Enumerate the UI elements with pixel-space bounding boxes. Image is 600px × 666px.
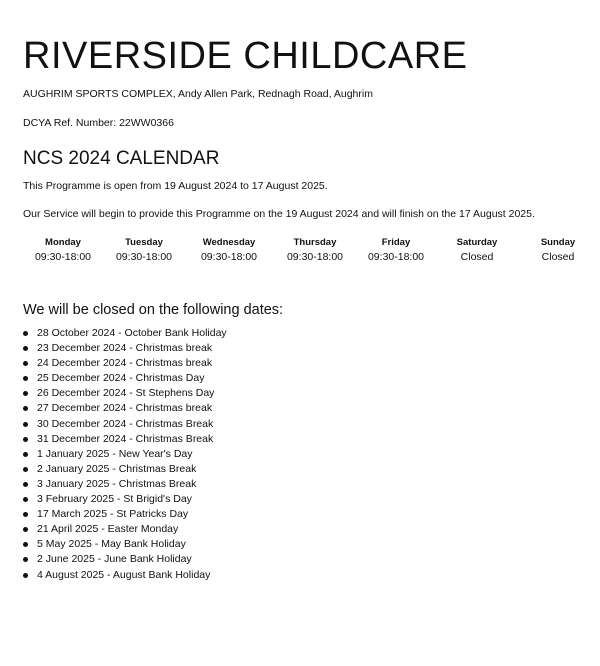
bullet-icon bbox=[23, 391, 28, 396]
list-item bbox=[23, 432, 227, 447]
closed-date: 2 June 2025 - June Bank Holiday bbox=[37, 553, 192, 566]
closed-date: 17 March 2025 - St Patricks Day bbox=[37, 508, 189, 521]
day-name: Thursday bbox=[293, 237, 337, 248]
day-hours: 09:30-18:00 bbox=[200, 251, 258, 263]
day-name: Saturday bbox=[456, 237, 498, 248]
list-item bbox=[23, 492, 227, 507]
closed-dates-heading: We will be closed on the following dates: bbox=[23, 302, 284, 318]
list-item bbox=[23, 522, 227, 537]
bullet-icon bbox=[23, 467, 28, 472]
list-item bbox=[23, 326, 227, 341]
list-item bbox=[23, 462, 227, 477]
bullet-icon bbox=[23, 542, 28, 547]
day-hours: Closed bbox=[460, 251, 494, 263]
list-item bbox=[23, 341, 227, 356]
closed-date: 21 April 2025 - Easter Monday bbox=[37, 523, 179, 536]
list-item bbox=[23, 401, 227, 416]
closed-date: 3 January 2025 - Christmas Break bbox=[37, 477, 197, 490]
hours-thursday bbox=[280, 236, 350, 265]
closed-date: 25 December 2024 - Christmas Day bbox=[37, 372, 205, 385]
programme-dates-text: This Programme is open from 19 August 2024 to 17 August 2025. bbox=[23, 180, 328, 192]
bullet-icon bbox=[23, 527, 28, 532]
bullet-icon bbox=[23, 482, 28, 487]
day-hours: Closed bbox=[541, 251, 575, 263]
closed-date: 31 December 2024 - Christmas Break bbox=[37, 432, 214, 445]
bullet-icon bbox=[23, 376, 28, 381]
day-hours: 09:30-18:00 bbox=[286, 251, 344, 263]
list-item bbox=[23, 507, 227, 522]
hours-wednesday bbox=[194, 236, 264, 265]
list-item bbox=[23, 386, 227, 401]
list-item bbox=[23, 371, 227, 386]
closed-date: 23 December 2024 - Christmas break bbox=[37, 342, 213, 355]
address-line: AUGHRIM SPORTS COMPLEX, Andy Allen Park, Rednagh Road, Aughrim bbox=[23, 88, 373, 100]
closed-date: 3 February 2025 - St Brigid's Day bbox=[37, 493, 192, 506]
list-item bbox=[23, 552, 227, 567]
day-name: Tuesday bbox=[125, 237, 163, 248]
closed-date: 4 August 2025 - August Bank Holiday bbox=[37, 568, 211, 581]
bullet-icon bbox=[23, 331, 28, 336]
closed-date: 30 December 2024 - Christmas Break bbox=[37, 417, 214, 430]
bullet-icon bbox=[23, 406, 28, 411]
list-item bbox=[23, 356, 227, 371]
hours-tuesday bbox=[109, 236, 179, 265]
bullet-icon bbox=[23, 437, 28, 442]
day-name: Sunday bbox=[540, 237, 576, 248]
hours-friday bbox=[361, 236, 431, 265]
hours-sunday bbox=[523, 236, 593, 265]
reference-number: DCYA Ref. Number: 22WW0366 bbox=[23, 117, 174, 129]
closed-date: 2 January 2025 - Christmas Break bbox=[37, 462, 197, 475]
bullet-icon bbox=[23, 422, 28, 427]
hours-monday bbox=[28, 236, 98, 265]
hours-saturday bbox=[442, 236, 512, 265]
day-hours: 09:30-18:00 bbox=[367, 251, 425, 263]
closed-date: 27 December 2024 - Christmas break bbox=[37, 402, 213, 415]
day-name: Wednesday bbox=[202, 237, 256, 248]
list-item bbox=[23, 447, 227, 462]
bullet-icon bbox=[23, 512, 28, 517]
list-item bbox=[23, 417, 227, 432]
bullet-icon bbox=[23, 346, 28, 351]
bullet-icon bbox=[23, 557, 28, 562]
closed-date: 26 December 2024 - St Stephens Day bbox=[37, 387, 215, 400]
bullet-icon bbox=[23, 452, 28, 457]
day-name: Monday bbox=[45, 237, 81, 248]
day-hours: 09:30-18:00 bbox=[115, 251, 173, 263]
closed-date: 24 December 2024 - Christmas break bbox=[37, 357, 213, 370]
day-name: Friday bbox=[381, 237, 411, 248]
day-hours: 09:30-18:00 bbox=[34, 251, 92, 263]
bullet-icon bbox=[23, 497, 28, 502]
list-item bbox=[23, 568, 227, 583]
closed-date: 28 October 2024 - October Bank Holiday bbox=[37, 327, 227, 339]
list-item bbox=[23, 537, 227, 552]
closed-date: 1 January 2025 - New Year's Day bbox=[37, 447, 193, 460]
page-title: RIVERSIDE CHILDCARE bbox=[23, 35, 468, 77]
opening-hours-table bbox=[23, 236, 583, 270]
calendar-heading: NCS 2024 CALENDAR bbox=[23, 148, 220, 169]
bullet-icon bbox=[23, 361, 28, 366]
closed-date: 5 May 2025 - May Bank Holiday bbox=[37, 538, 186, 551]
service-dates-text: Our Service will begin to provide this Programme on the 19 August 2024 and will finish on the 17 August 2025. bbox=[23, 208, 535, 220]
bullet-icon bbox=[23, 573, 28, 578]
closed-dates-list bbox=[23, 326, 227, 583]
list-item bbox=[23, 477, 227, 492]
